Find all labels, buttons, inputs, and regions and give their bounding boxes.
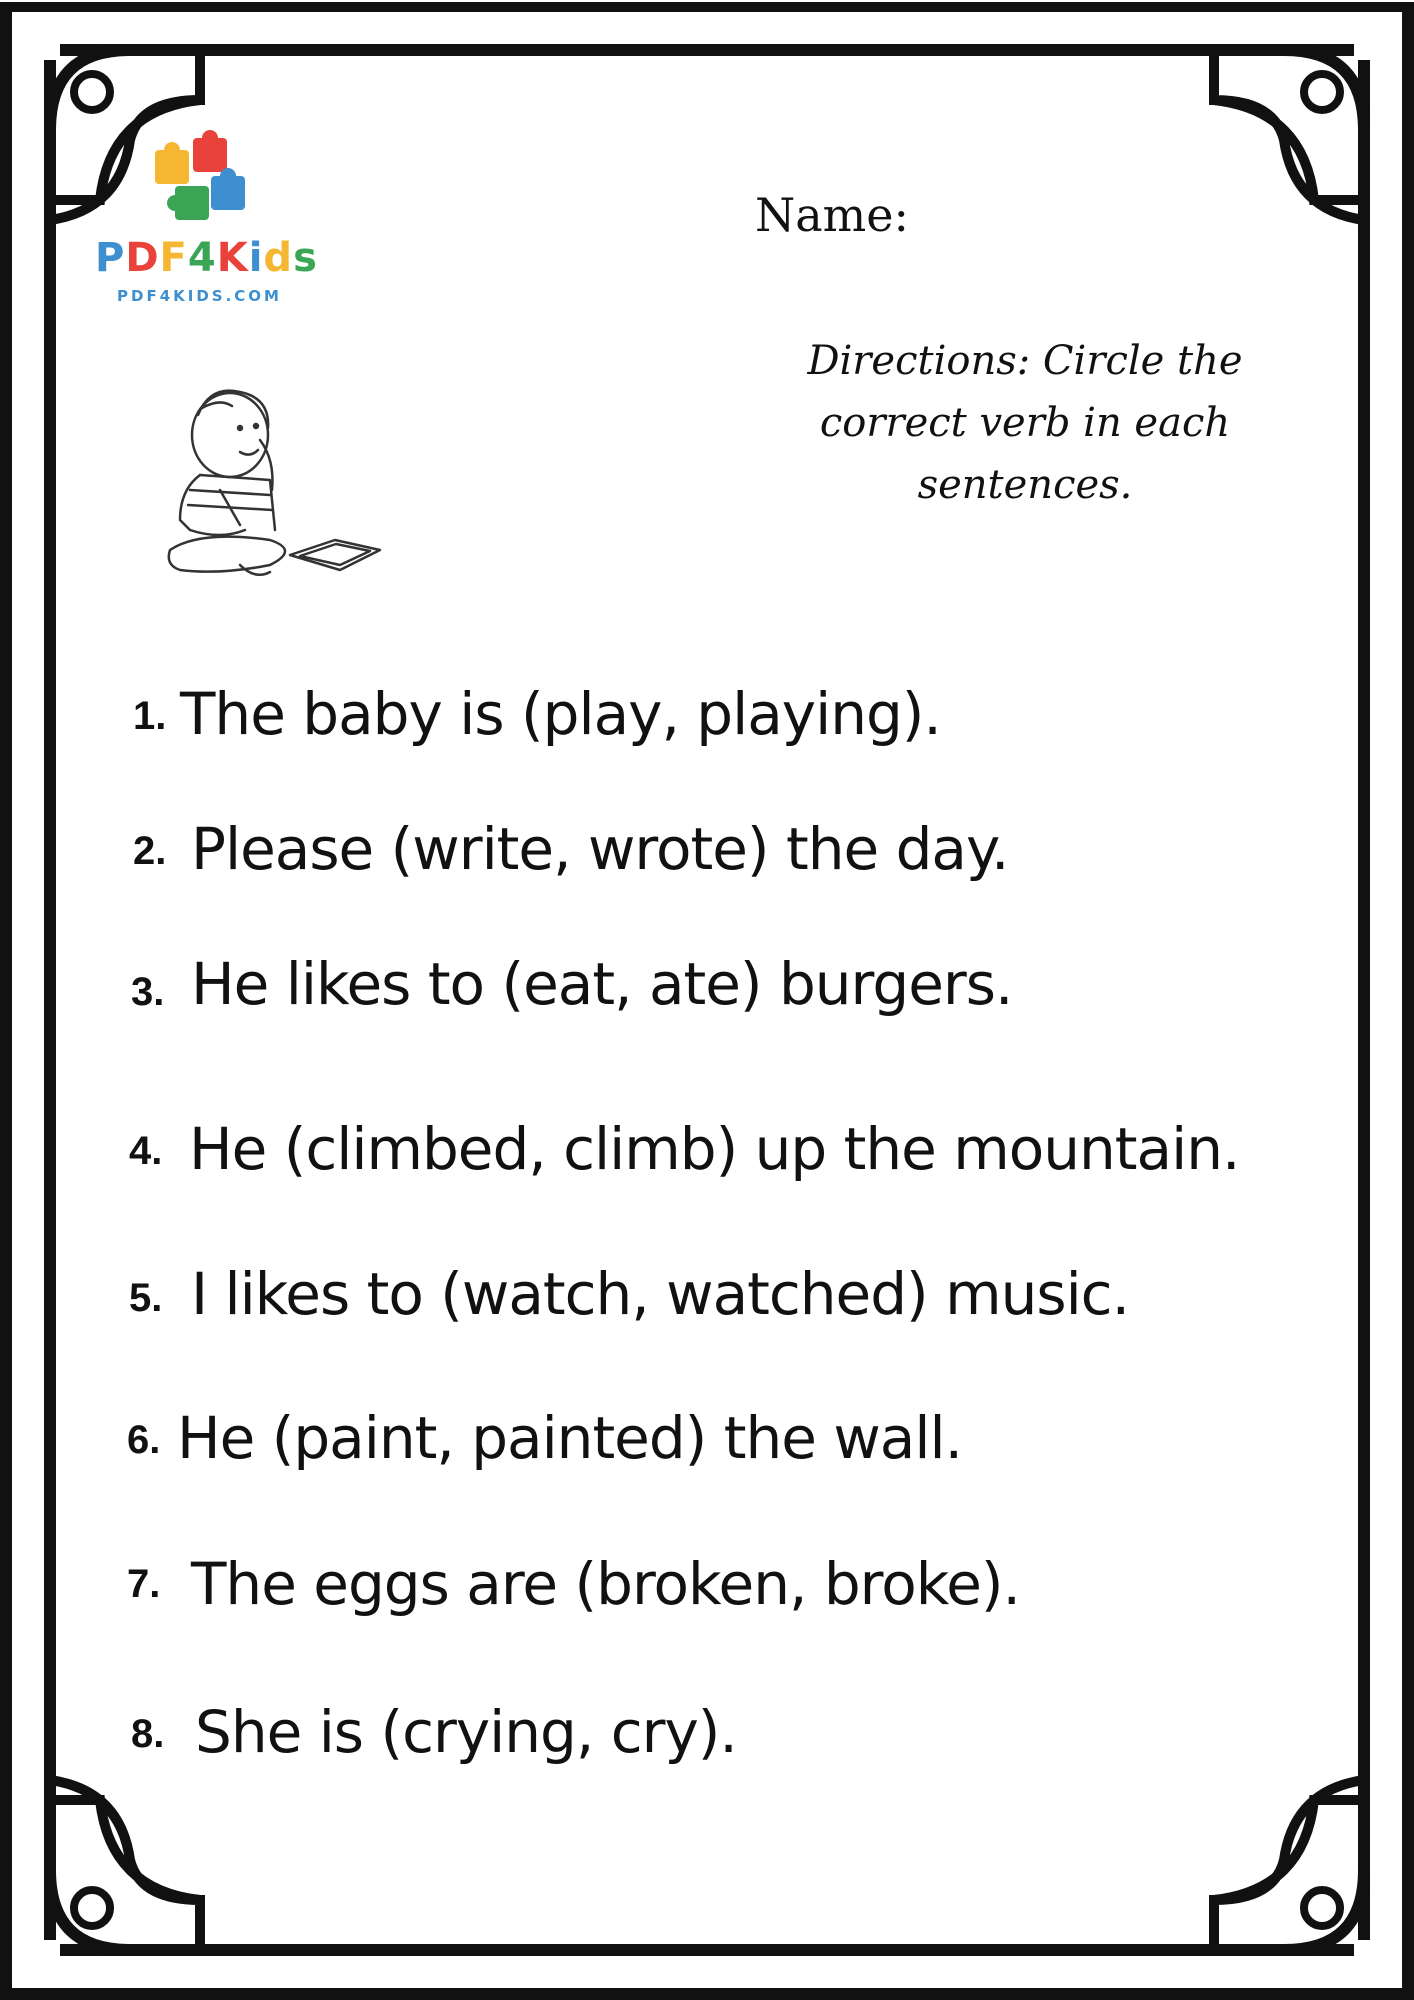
question-number: 6. — [127, 1418, 161, 1462]
question-number: 7. — [127, 1562, 161, 1606]
boy-drawing-illustration — [160, 380, 400, 590]
question-text: The eggs are (broken, broke). — [191, 1550, 1020, 1618]
logo-letter: i — [248, 235, 264, 281]
puzzle-pieces-icon — [95, 125, 325, 235]
question-text: I likes to (watch, watched) music. — [191, 1260, 1130, 1328]
logo-letter: P — [95, 235, 126, 281]
question-text: She is (crying, cry). — [195, 1698, 737, 1766]
question-text: He likes to (eat, ate) burgers. — [191, 950, 1013, 1018]
question-text: The baby is (play, playing). — [180, 680, 941, 748]
logo-letter: d — [263, 235, 294, 281]
logo-letter: s — [293, 235, 318, 281]
logo-site-text: PDF4KIDS.COM — [117, 287, 282, 305]
logo-letter: D — [125, 235, 160, 281]
pdf4kids-logo — [95, 125, 325, 310]
directions-text: Directions: Circle the correct verb in each sentences. — [807, 338, 1243, 508]
question-number: 4. — [129, 1129, 163, 1173]
question-number: 8. — [131, 1712, 165, 1756]
logo-letter: K — [216, 235, 249, 281]
question-number: 5. — [129, 1276, 163, 1320]
question-text: Please (write, wrote) the day. — [191, 815, 1009, 883]
logo-letter: 4 — [187, 235, 217, 281]
logo-brand-text — [95, 235, 318, 281]
name-label: Name: — [755, 188, 910, 242]
question-number: 1. — [133, 694, 167, 738]
question-text: He (paint, painted) the wall. — [177, 1404, 963, 1472]
logo-letter: F — [159, 235, 188, 281]
question-number: 2. — [133, 829, 167, 873]
question-text: He (climbed, climb) up the mountain. — [189, 1115, 1240, 1183]
question-number: 3. — [131, 970, 165, 1014]
